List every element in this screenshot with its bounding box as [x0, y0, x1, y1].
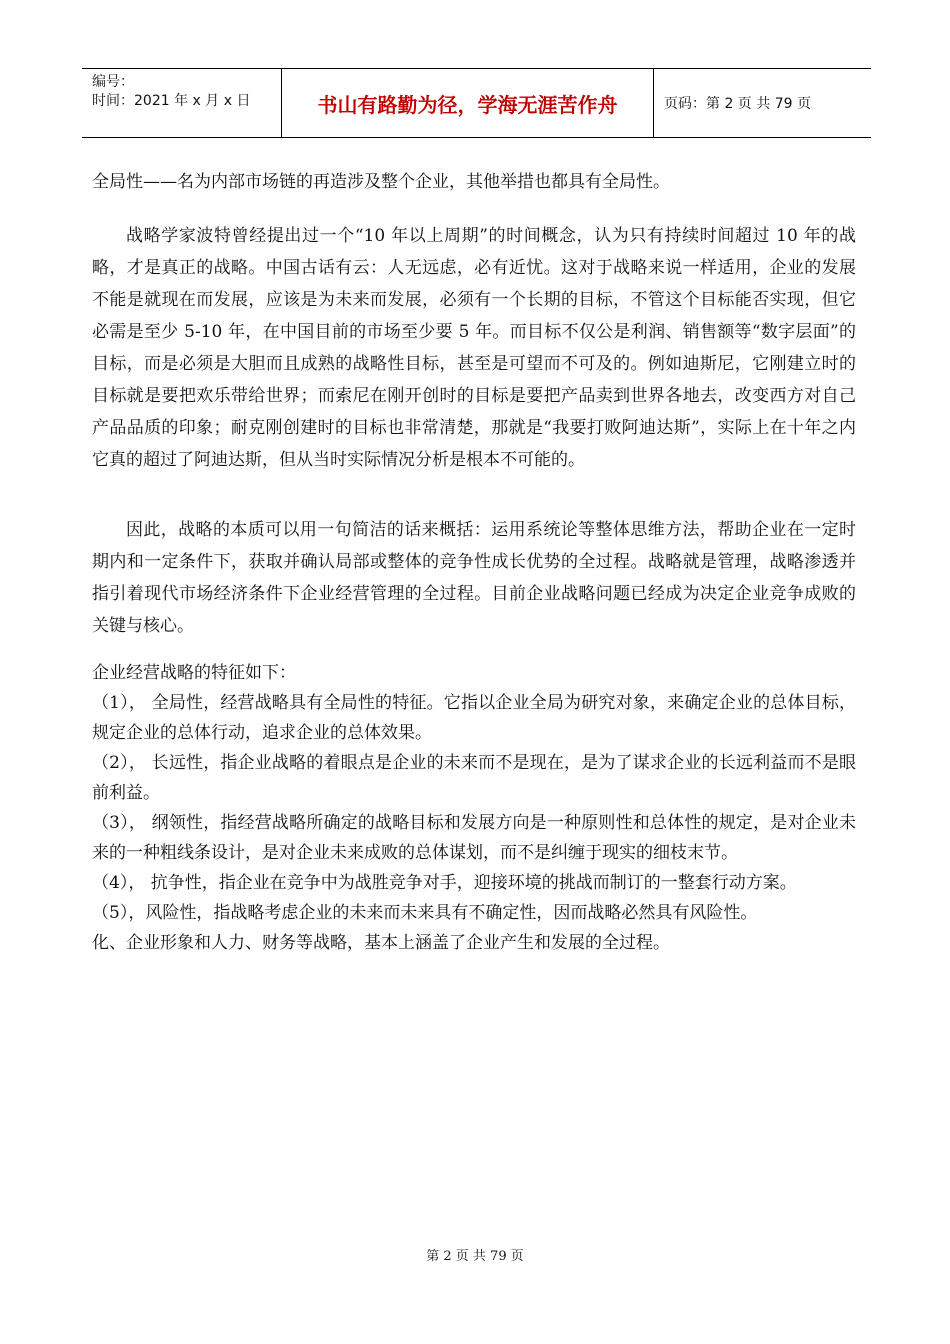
- feature-list: [92, 658, 856, 958]
- header-motto: 书山有路勤为径，学海无涯苦作舟: [282, 69, 654, 137]
- list-intro: 企业经营战略的特征如下：: [92, 663, 296, 683]
- page-footer: 第 2 页 共 79 页: [426, 1249, 524, 1264]
- document-number-label: 编号：: [92, 74, 134, 90]
- header-meta: [82, 69, 282, 137]
- closing-line: 化、企业形象和人力、财务等战略，基本上涵盖了企业产生和发展的全过程。: [92, 933, 670, 953]
- list-item: （1）， 全局性，经营战略具有全局性的特征。它指以企业全局为研究对象，来确定企业的总体目标，规定企业的总体行动，追求企业的总体效果。: [92, 693, 856, 743]
- list-item: （2）， 长远性，指企业战略的着眼点是企业的未来而不是现在，是为了谋求企业的长远利益而不是眼前利益。: [92, 753, 856, 803]
- header-page-info: 页码：第 2 页 共 79 页: [664, 96, 811, 112]
- paragraph-1: 全局性——名为内部市场链的再造涉及整个企业，其他举措也都具有全局性。: [92, 172, 670, 192]
- list-item: （5），风险性，指战略考虑企业的未来而未来具有不确定性，因而战略必然具有风险性。: [92, 903, 758, 923]
- list-item: （4）， 抗争性，指企业在竞争中为战胜竞争对手，迎接环境的挑战而制订的一整套行动方案。: [92, 873, 797, 893]
- page-header: [82, 68, 871, 138]
- list-item: （3）， 纲领性，指经营战略所确定的战略目标和发展方向是一种原则性和总体性的规定，是对企业未来的一种粗线条设计，是对企业未来成败的总体谋划，而不是纠缠于现实的细枝末节。: [92, 813, 856, 863]
- document-body: [92, 166, 856, 958]
- paragraph-2: 战略学家波特曾经提出过一个“10 年以上周期”的时间概念，认为只有持续时间超过 10 年的战略，才是真正的战略。中国古话有云：人无远虑，必有近忧。这对于战略来说一样适用，企业的发展不能是就现在而发展，应该是为未来而发展，必须有一个长期的目标，不管这个目标能否实现，但它必需是至少 5-10 年，在中国目前的市场至少要 5 年。而目标不仅公是利润、销售额等“数字层面”的目标，而是必须是大胆而且成熟的战略性目标，甚至是可望而不可及的。例如迪斯尼，它刚建立时的目标就是要把欢乐带给世界；而索尼在刚开创时的目标是要把产品卖到世界各地去，改变西方对自己产品品质的印象；耐克刚创建时的目标也非常清楚，那就是“我要打败阿迪达斯”，实际上在十年之内它真的超过了阿迪达斯，但从当时实际情况分析是根本不可能的。: [92, 226, 856, 470]
- document-date: 时间：2021 年 x 月 x 日: [92, 93, 251, 109]
- paragraph-3: 因此，战略的本质可以用一句简洁的话来概括：运用系统论等整体思维方法，帮助企业在一定时期内和一定条件下，获取并确认局部或整体的竞争性成长优势的全过程。战略就是管理，战略渗透并指引着现代市场经济条件下企业经营管理的全过程。目前企业战略问题已经成为决定企业竞争成败的关键与核心。: [92, 520, 856, 636]
